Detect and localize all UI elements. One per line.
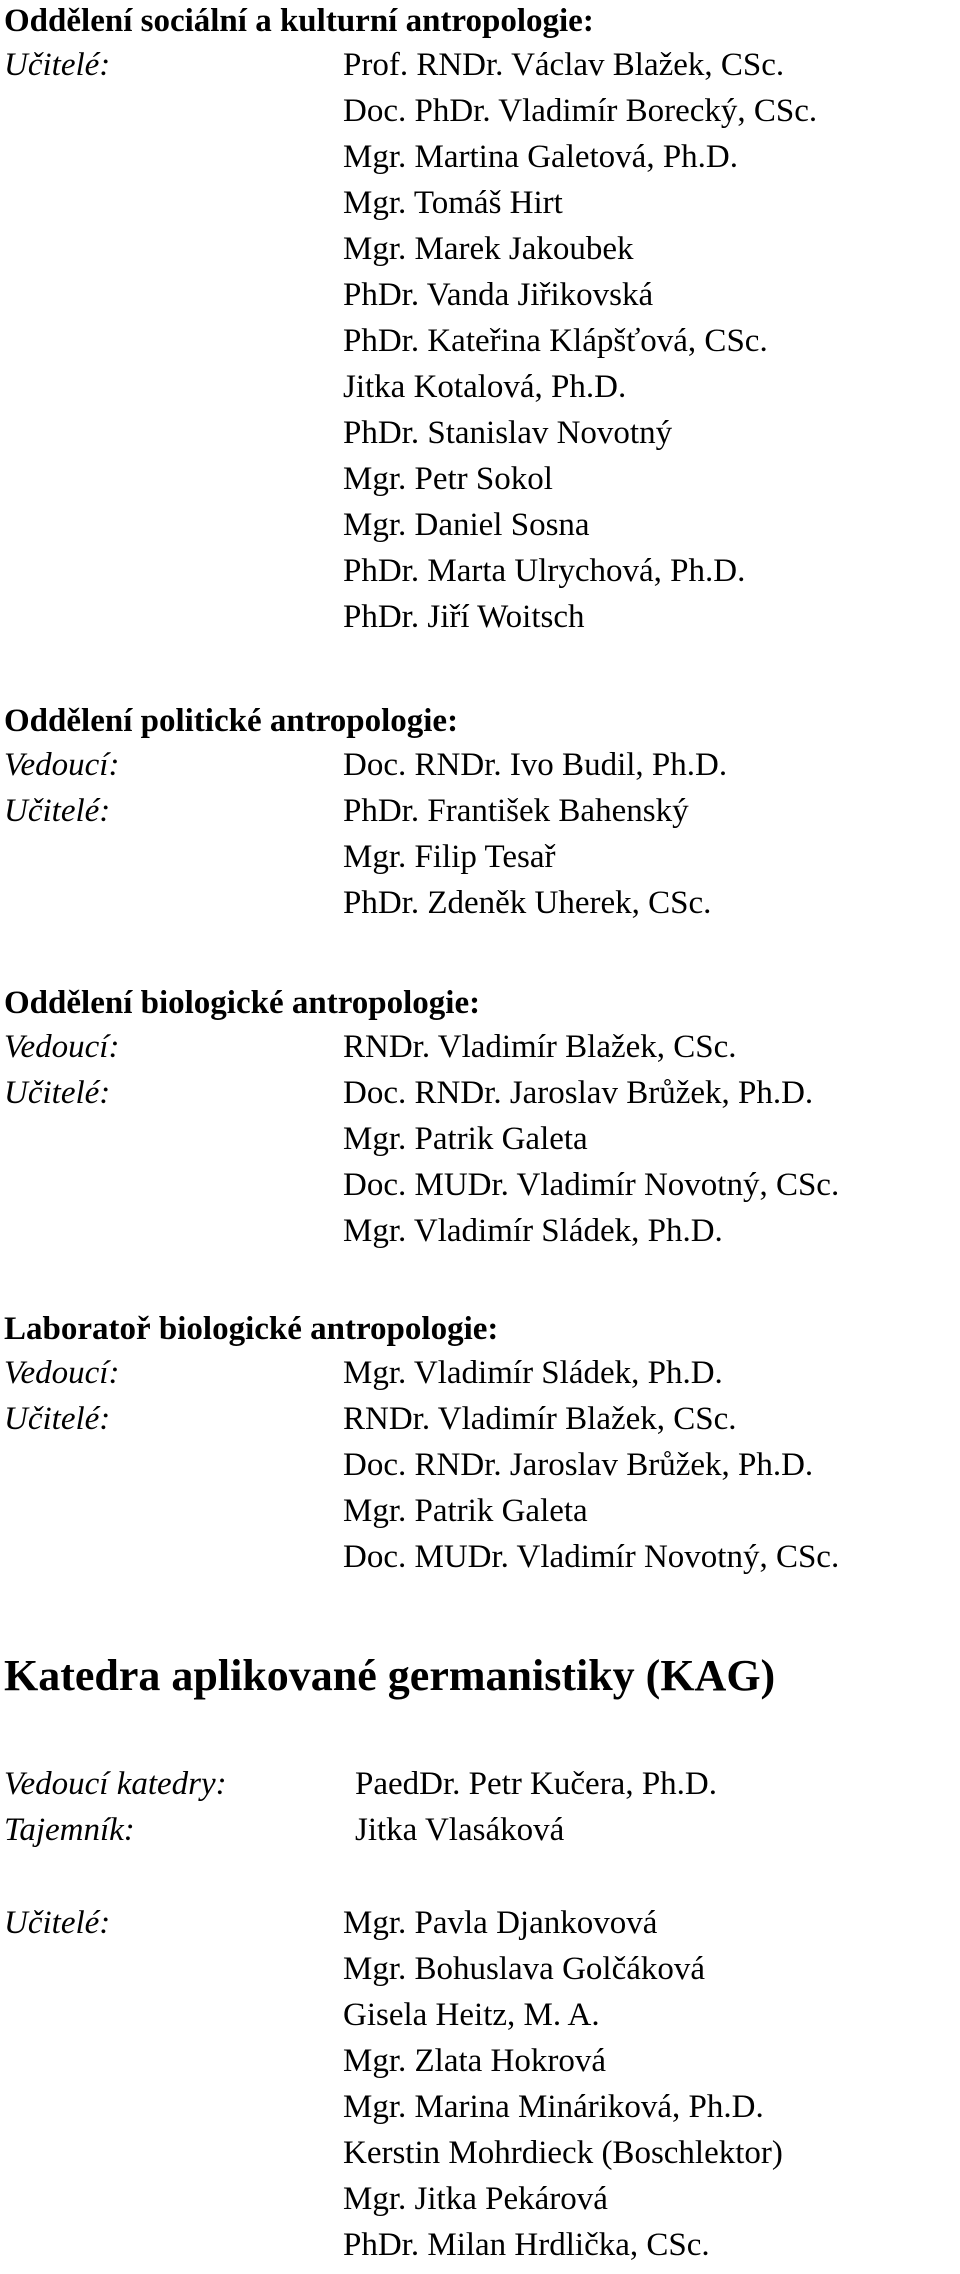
- teacher-item: Mgr. Marina Mináriková, Ph.D.: [343, 2089, 764, 2125]
- teacher-item: Mgr. Patrik Galeta: [343, 1493, 588, 1529]
- teacher-item: Doc. MUDr. Vladimír Novotný, CSc.: [343, 1539, 840, 1575]
- teacher-item: Mgr. Zlata Hokrová: [343, 2043, 607, 2079]
- teacher-item: PhDr. Kateřina Klápšťová, CSc.: [343, 323, 768, 359]
- head-label: Vedoucí:: [4, 1355, 120, 1391]
- teacher-item: PhDr. Milan Hrdlička, CSc.: [343, 2227, 710, 2263]
- head-label: Vedoucí:: [4, 1029, 120, 1065]
- section-heading-biological-anthropology: Oddělení biologické antropologie:: [4, 985, 481, 1021]
- teacher-item: Doc. MUDr. Vladimír Novotný, CSc.: [343, 1167, 840, 1203]
- teacher-item: Mgr. Jitka Pekárová: [343, 2181, 608, 2217]
- teacher-item: PhDr. František Bahenský: [343, 793, 689, 829]
- section-heading-social-anthropology: Oddělení sociální a kulturní antropologie:: [4, 3, 594, 39]
- teacher-item: Doc. RNDr. Jaroslav Brůžek, Ph.D.: [343, 1075, 814, 1111]
- teacher-item: Kerstin Mohrdieck (Boschlektor): [343, 2135, 783, 2171]
- head-name: Doc. RNDr. Ivo Budil, Ph.D.: [343, 747, 728, 783]
- secretary-label: Tajemník:: [4, 1812, 135, 1848]
- head-label: Vedoucí:: [4, 747, 120, 783]
- teachers-label: Učitelé:: [4, 1075, 111, 1111]
- teacher-item: Mgr. Bohuslava Golčáková: [343, 1951, 706, 1987]
- teacher-item: Doc. RNDr. Jaroslav Brůžek, Ph.D.: [343, 1447, 814, 1483]
- teacher-item: PhDr. Stanislav Novotný: [343, 415, 673, 451]
- teacher-item: Mgr. Martina Galetová, Ph.D.: [343, 139, 739, 175]
- teacher-item: PhDr. Zdeněk Uherek, CSc.: [343, 885, 712, 921]
- teacher-item: PhDr. Vanda Jiřikovská: [343, 277, 654, 313]
- teachers-label: Učitelé:: [4, 793, 111, 829]
- teacher-item: Mgr. Marek Jakoubek: [343, 231, 634, 267]
- teacher-item: PhDr. Marta Ulrychová, Ph.D.: [343, 553, 746, 589]
- teacher-item: Mgr. Petr Sokol: [343, 461, 553, 497]
- teacher-item: Mgr. Pavla Djankovová: [343, 1905, 658, 1941]
- teacher-item: Mgr. Vladimír Sládek, Ph.D.: [343, 1213, 723, 1249]
- section-heading-political-anthropology: Oddělení politické antropologie:: [4, 703, 459, 739]
- head-name: RNDr. Vladimír Blažek, CSc.: [343, 1029, 737, 1065]
- teacher-item: PhDr. Jiří Woitsch: [343, 599, 585, 635]
- department-title-kag: Katedra aplikované germanistiky (KAG): [4, 1651, 776, 1700]
- head-name: Mgr. Vladimír Sládek, Ph.D.: [343, 1355, 723, 1391]
- teacher-item: Mgr. Filip Tesař: [343, 839, 556, 875]
- teacher-item: Mgr. Daniel Sosna: [343, 507, 590, 543]
- teachers-label: Učitelé:: [4, 47, 111, 83]
- teacher-item: Prof. RNDr. Václav Blažek, CSc.: [343, 47, 785, 83]
- teacher-item: Doc. PhDr. Vladimír Borecký, CSc.: [343, 93, 818, 129]
- teacher-item: Jitka Kotalová, Ph.D.: [343, 369, 627, 405]
- teacher-item: Mgr. Tomáš Hirt: [343, 185, 563, 221]
- department-head-name: PaedDr. Petr Kučera, Ph.D.: [355, 1766, 718, 1802]
- teachers-label: Učitelé:: [4, 1905, 111, 1941]
- teacher-item: Gisela Heitz, M. A.: [343, 1997, 600, 2033]
- teacher-item: RNDr. Vladimír Blažek, CSc.: [343, 1401, 737, 1437]
- secretary-name: Jitka Vlasáková: [355, 1812, 565, 1848]
- teachers-label: Učitelé:: [4, 1401, 111, 1437]
- teacher-item: Mgr. Patrik Galeta: [343, 1121, 588, 1157]
- department-head-label: Vedoucí katedry:: [4, 1766, 227, 1802]
- section-heading-biological-lab: Laboratoř biologické antropologie:: [4, 1311, 499, 1347]
